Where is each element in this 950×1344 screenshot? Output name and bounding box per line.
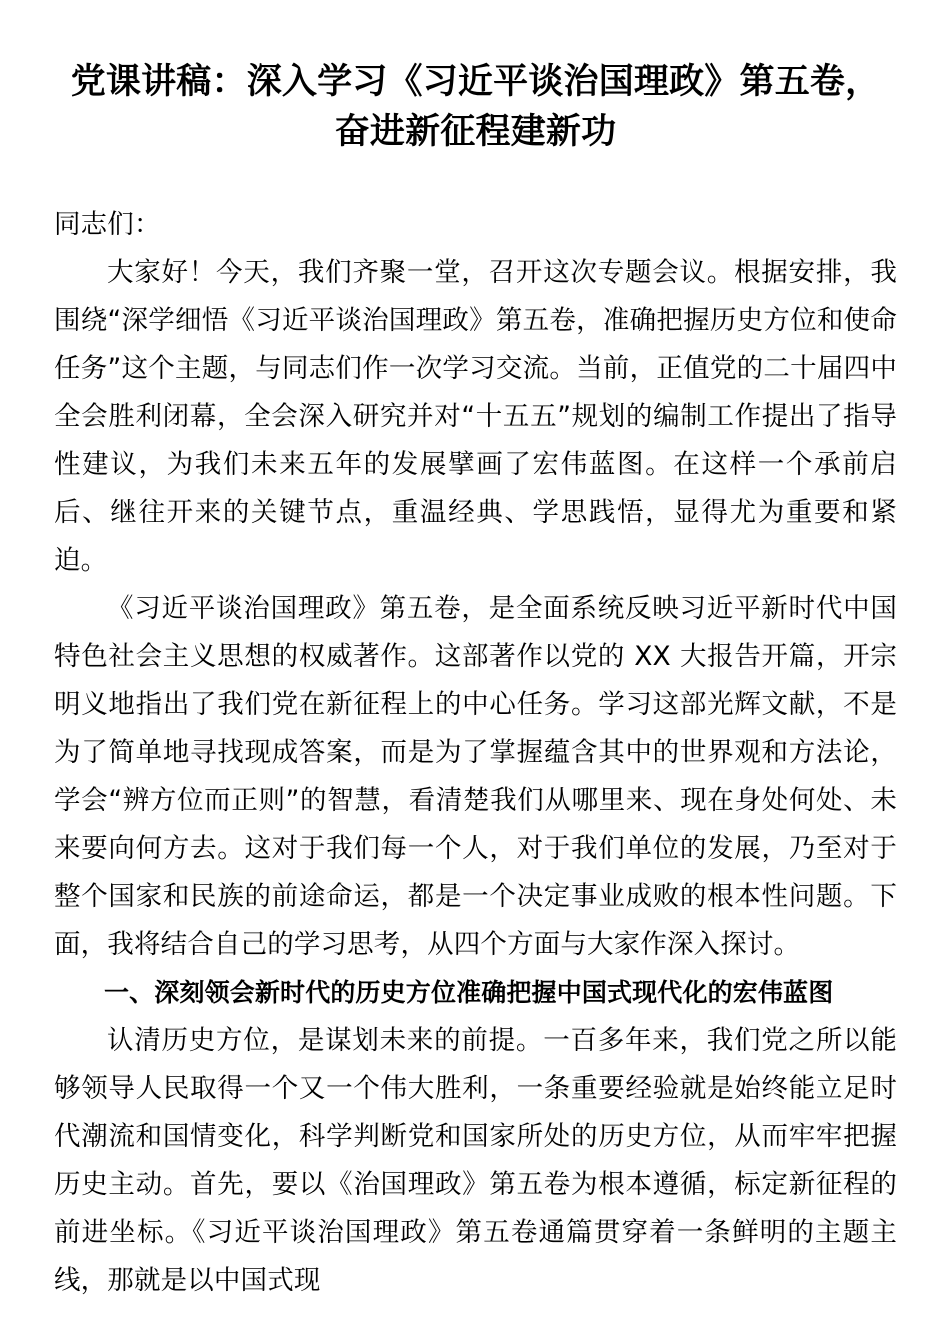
page-title [54,0,897,157]
document-body [54,0,897,1305]
salutation: 同志们： [54,209,161,241]
section-heading-one: 一、深刻领会新时代的历史方位准确把握中国式现代化的宏伟蓝图 [104,978,834,1008]
paragraph-historical-position: 认清历史方位，是谋划未来的前提。一百多年来，我们党之所以能够领导人民取得一个又一个伟大胜利，一条重要经验就是始终能立足时代潮流和国情变化，科学判断党和国家所处的历史方位，从而牢牢把握历史主动。首先，要以《治国理政》第五卷为根本遵循，标定新征程的前进坐标。《习近平谈治国理政》第五卷通篇贯穿着一条鲜明的主题主线，那就是以中国式现 [54,1025,897,1297]
paragraph-volume-overview: 《习近平谈治国理政》第五卷，是全面系统反映习近平新时代中国特色社会主义思想的权威著作。这部著作以党的 XX 大报告开篇，开宗明义地指出了我们党在新征程上的中心任务。学习这部光辉文献，不是为了简单地寻找现成答案，而是为了掌握蕴含其中的世界观和方法论，学会“辨方位而正则”的智慧，看清楚我们从哪里来、现在身处何处、未来要向何方去。这对于我们每一个人，对于我们单位的发展，乃至对于整个国家和民族的前途命运，都是一个决定事业成败的根本性问题。下面，我将结合自己的学习思考，从四个方面与大家作深入探讨。 [54,593,897,961]
paragraph-opening-remarks: 大家好！今天，我们齐聚一堂，召开这次专题会议。根据安排，我围绕“深学细悟《习近平谈治国理政》第五卷，准确把握历史方位和使命任务”这个主题，与同志们作一次学习交流。当前，正值党的二十届四中全会胜利闭幕，全会深入研究并对“十五五”规划的编制工作提出了指导性建议，为我们未来五年的发展擘画了宏伟蓝图。在这样一个承前启后、继往开来的关键节点，重温经典、学思践悟，显得尤为重要和紧迫。 [54,257,897,577]
page-title-line-1: 党课讲稿：深入学习《习近平谈治国理政》第五卷， [70,62,881,102]
page-title-line-2: 奋进新征程建新功 [334,111,617,152]
